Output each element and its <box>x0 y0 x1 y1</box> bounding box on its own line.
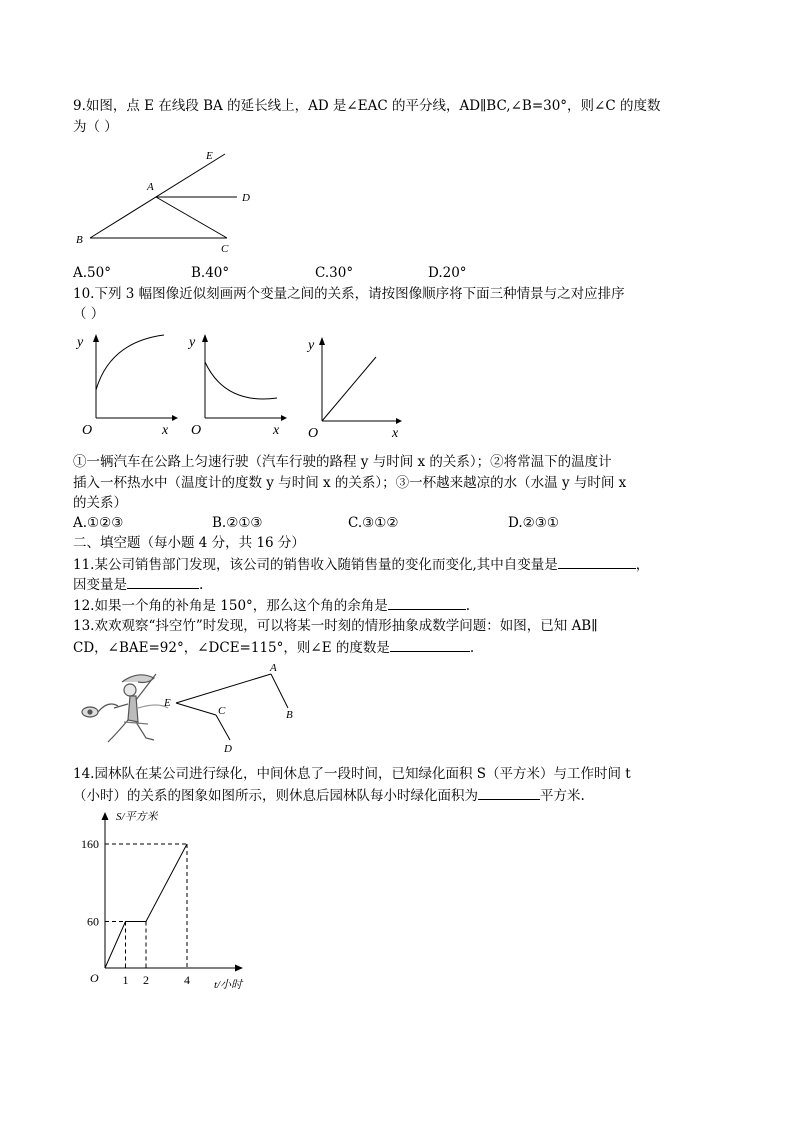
q12-text: 12.如果一个角的补角是 150°，那么这个角的余角是 <box>73 598 388 614</box>
q9-label-b: B <box>76 234 83 246</box>
q13-label-b: B <box>286 709 293 721</box>
q14-line1: 14.园林队在某公司进行绿化，中间休息了一段时间，已知绿化面积 S（平方米）与工作时间 t <box>73 766 631 782</box>
q9-figure <box>70 145 270 260</box>
q14-guide-lines <box>105 844 187 968</box>
q14-tick-labels <box>81 837 190 987</box>
q13-label-c: C <box>218 705 226 717</box>
q14-x-tick-1: 1 <box>122 973 129 987</box>
q10-graph-1-x: x <box>162 423 169 438</box>
q13-line2-text: CD，∠BAE=92°，∠DCE=115°，则∠E 的度数是 <box>73 640 390 656</box>
q13-line1: 13.欢欢观察“抖空竹”时发现，可以将某一时刻的情形抽象成数学问题：如图，已知 AB∥ <box>73 618 598 634</box>
q14-blank[interactable] <box>478 785 540 800</box>
q10-option-a[interactable]: A.①②③ <box>73 515 124 531</box>
q13-label-e: E <box>164 697 171 709</box>
q13-label-a: A <box>270 662 277 674</box>
q14-line2-text: （小时）的关系的图象如图所示，则休息后园林队每小时绿化面积为 <box>73 788 478 804</box>
q10-graph-2-o: O <box>191 423 202 438</box>
q13-line2 <box>73 637 474 658</box>
q10-option-d[interactable]: D.②③① <box>508 515 559 531</box>
q11-line2 <box>73 574 203 595</box>
q10-graph-1-o: O <box>82 423 93 438</box>
q14-line2 <box>73 785 585 806</box>
q14-line2-end: 平方米. <box>540 788 585 804</box>
q14-series-line <box>105 844 187 968</box>
q14-x-tick-4: 4 <box>184 973 190 987</box>
q14-x-axis-arrow <box>235 965 243 972</box>
q11-line1 <box>73 554 649 575</box>
q10-desc1: ①一辆汽车在公路上匀速行驶（汽车行驶的路程 y 与时间 x 的关系）；②将常温下的温度计 <box>73 454 612 470</box>
q10-graph-1-y: y <box>77 335 84 350</box>
q11-blank-dependent[interactable] <box>127 574 199 589</box>
q14-x-label: t/小时 <box>214 979 243 991</box>
q11-line1-text: 11.某公司销售部门发现，该公司的销售收入随销售量的变化而变化,其中自变量是 <box>73 557 558 573</box>
q14-y-label: S/平方米 <box>116 811 158 823</box>
q11-line2-end: . <box>199 577 204 593</box>
q13-blank[interactable] <box>390 637 470 652</box>
q9-line2: 为（ ） <box>73 119 118 135</box>
q9-label-d: D <box>242 192 250 204</box>
q14-y-axis-arrow <box>102 812 109 820</box>
q11-line1-end: ， <box>635 557 650 573</box>
q9-label-e: E <box>206 150 213 162</box>
q9-line1: 9.如图，点 E 在线段 BA 的延长线上，AD 是∠EAC 的平分线，AD∥BC,∠B=30°，则∠C 的度数 <box>73 98 661 114</box>
diabolo-player-illustration <box>82 674 168 742</box>
q13-figure <box>78 660 308 760</box>
q10-graph-3-o: O <box>308 426 319 441</box>
q13-line-cd <box>216 715 230 740</box>
q12-blank[interactable] <box>388 595 466 610</box>
q9-option-b[interactable]: B.40° <box>191 265 230 281</box>
q9-option-a[interactable]: A.50° <box>73 265 111 281</box>
q13-line-ea <box>176 674 271 703</box>
q10-graph-2-curve <box>205 362 277 399</box>
q9-option-d[interactable]: D.20° <box>428 265 467 281</box>
q9-label-c: C <box>221 243 229 255</box>
q13-line-ab <box>271 674 288 708</box>
q14-y-tick-160: 160 <box>81 837 99 851</box>
q11-line2-text: 因变量是 <box>73 577 127 593</box>
q14-origin: O <box>90 971 99 985</box>
q10-graph-3-y: y <box>308 338 315 353</box>
q14-x-tick-2: 2 <box>143 973 149 987</box>
q9-option-c[interactable]: C.30° <box>315 265 354 281</box>
q10-desc2: 插入一杯热水中（温度计的度数 y 与时间 x 的关系）；③一杯越来越凉的水（水温 y 与时间 x <box>73 475 627 491</box>
q10-graph-2-y: y <box>189 335 196 350</box>
q10-graph-3-line <box>322 357 376 421</box>
q14-y-tick-60: 60 <box>87 914 99 929</box>
q13-line2-end: . <box>469 640 475 656</box>
q12-end: . <box>465 598 471 614</box>
q10-graph-3 <box>300 333 410 443</box>
q10-graph-1 <box>72 330 182 440</box>
q10-line1: 10.下列 3 幅图像近似刻画两个变量之间的关系，请按图像顺序将下面三种情景与之对应排序 <box>73 286 625 302</box>
q10-graph-2-x: x <box>273 423 280 438</box>
q10-line2: （ ） <box>73 306 105 322</box>
q10-graph-2 <box>185 330 295 440</box>
q10-option-b[interactable]: B.②①③ <box>212 515 263 531</box>
q10-graph-3-x: x <box>392 426 399 441</box>
q13-label-d: D <box>224 743 232 755</box>
q11-blank-independent[interactable] <box>558 554 636 569</box>
section2-title: 二、填空题（每小题 4 分，共 16 分） <box>73 535 305 551</box>
q10-desc3: 的关系） <box>73 495 127 511</box>
q9-label-a: A <box>147 181 154 193</box>
q12-line <box>73 595 470 616</box>
q14-graph <box>70 808 270 998</box>
q9-line-ac <box>156 197 227 238</box>
q10-graph-1-curve <box>96 335 164 390</box>
q10-option-c[interactable]: C.③①② <box>348 515 399 531</box>
q13-line-ec <box>176 703 216 715</box>
